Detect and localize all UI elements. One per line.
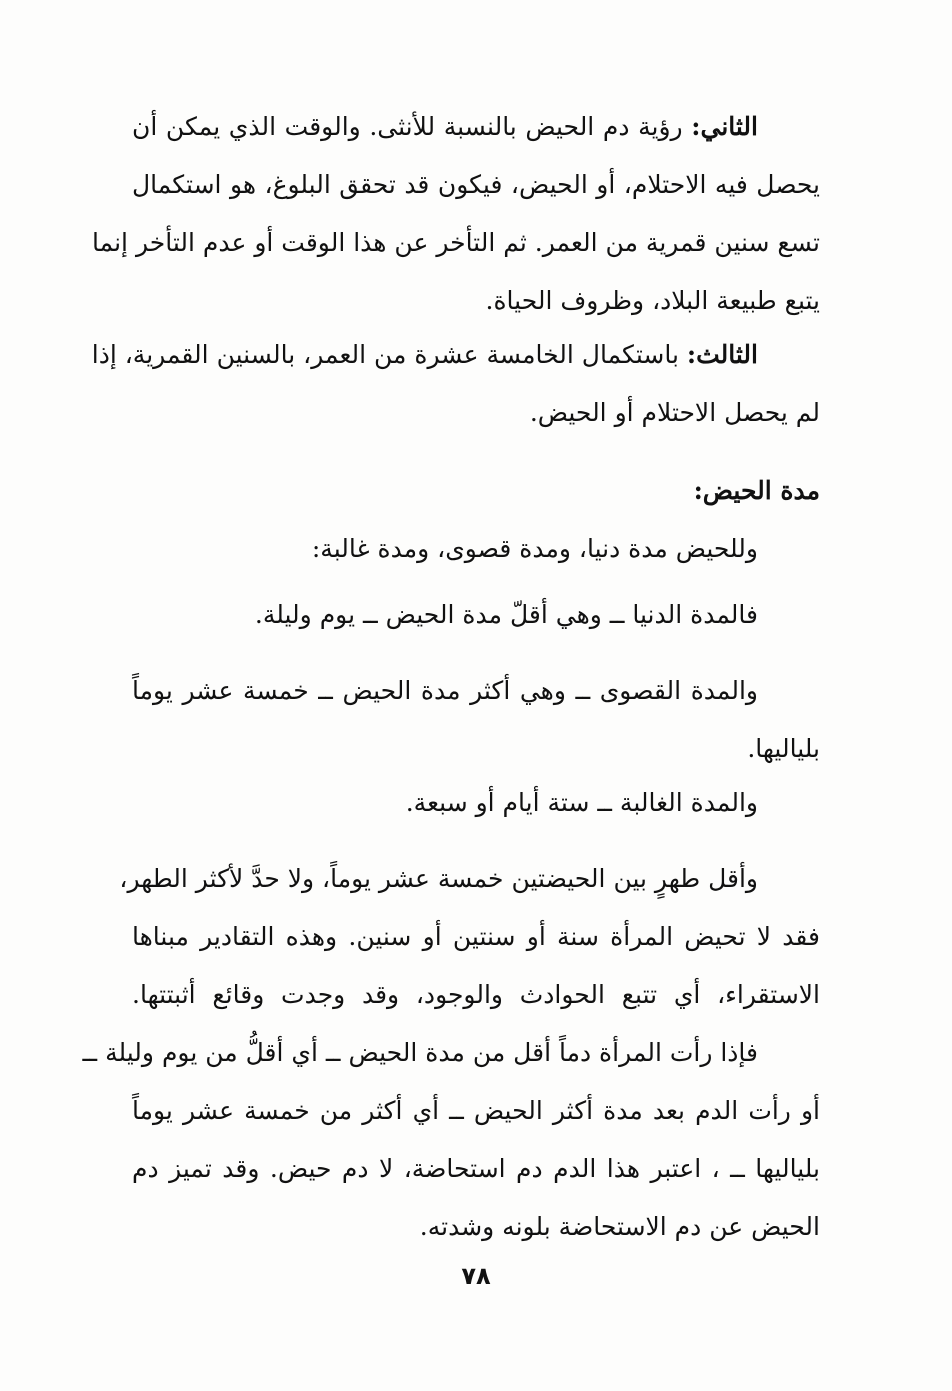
paragraph-text: باستكمال الخامسة عشرة من العمر، بالسنين القمرية، إذا bbox=[91, 340, 679, 369]
paragraph-line: والمدة الغالبة ــ ستة أيام أو سبعة. bbox=[405, 788, 758, 817]
duration-usual bbox=[132, 774, 820, 832]
section-duration bbox=[132, 462, 820, 578]
paragraph-line: بلياليها. bbox=[747, 734, 820, 763]
paragraph-line: والمدة القصوى ــ وهي أكثر مدة الحيض ــ خمسة عشر يوماً bbox=[132, 676, 758, 705]
page-number: ٧٨ bbox=[461, 1262, 491, 1290]
paragraph-line bbox=[132, 98, 820, 156]
paragraph-line: بلياليها ــ ، اعتبر هذا الدم دم استحاضة، لا دم حيض. وقد تميز دم bbox=[132, 1154, 820, 1183]
paragraph-lead-label: الثاني: bbox=[691, 112, 758, 141]
paragraph-line bbox=[91, 326, 820, 384]
duration-minimum bbox=[132, 586, 820, 644]
paragraph-line: تسع سنين قمرية من العمر. ثم التأخر عن هذا الوقت أو عدم التأخر إنما bbox=[92, 228, 820, 257]
paragraph-line: فإذا رأت المرأة دماً أقل من مدة الحيض ــ أي أقلُّ من يوم وليلة ــ bbox=[82, 1038, 758, 1067]
paragraph-line: يحصل فيه الاحتلام، أو الحيض، فيكون قد تحقق البلوغ، هو استكمال bbox=[132, 170, 820, 199]
paragraph-text: رؤية دم الحيض بالنسبة للأنثى. والوقت الذي يمكن أن bbox=[132, 112, 683, 141]
duration-maximum bbox=[132, 662, 820, 778]
paragraph-line: لم يحصل الاحتلام أو الحيض. bbox=[529, 398, 820, 427]
paragraph-line: الاستقراء، أي تتبع الحوادث والوجود، وقد وجدت وقائع أثبتتها. bbox=[132, 980, 820, 1009]
paragraph-second-sign bbox=[92, 98, 820, 330]
paragraph-istihada bbox=[82, 1024, 820, 1256]
paragraph-line: الحيض عن دم الاستحاضة بلونه وشدته. bbox=[419, 1212, 820, 1241]
paragraph-line: فقد لا تحيض المرأة سنة أو سنتين أو سنين. وهذه التقادير مبناها bbox=[132, 922, 820, 951]
paragraph-lead-label: الثالث: bbox=[686, 340, 758, 369]
paragraph-purity bbox=[119, 850, 820, 1024]
paragraph-line: يتبع طبيعة البلاد، وظروف الحياة. bbox=[485, 286, 820, 315]
paragraph-line: وأقل طهرٍ بين الحيضتين خمسة عشر يوماً، ولا حدَّ لأكثر الطهر، bbox=[119, 864, 758, 893]
paragraph-line: فالمدة الدنيا ــ وهي أقلّ مدة الحيض ــ يوم وليلة. bbox=[254, 600, 758, 629]
section-intro: وللحيض مدة دنيا، ومدة قصوى، ومدة غالبة: bbox=[311, 534, 758, 563]
paragraph-line: أو رأت الدم بعد مدة أكثر الحيض ــ أي أكثر من خمسة عشر يوماً bbox=[132, 1096, 820, 1125]
paragraph-third-sign bbox=[91, 326, 820, 442]
section-heading: مدة الحيض: bbox=[693, 476, 820, 505]
